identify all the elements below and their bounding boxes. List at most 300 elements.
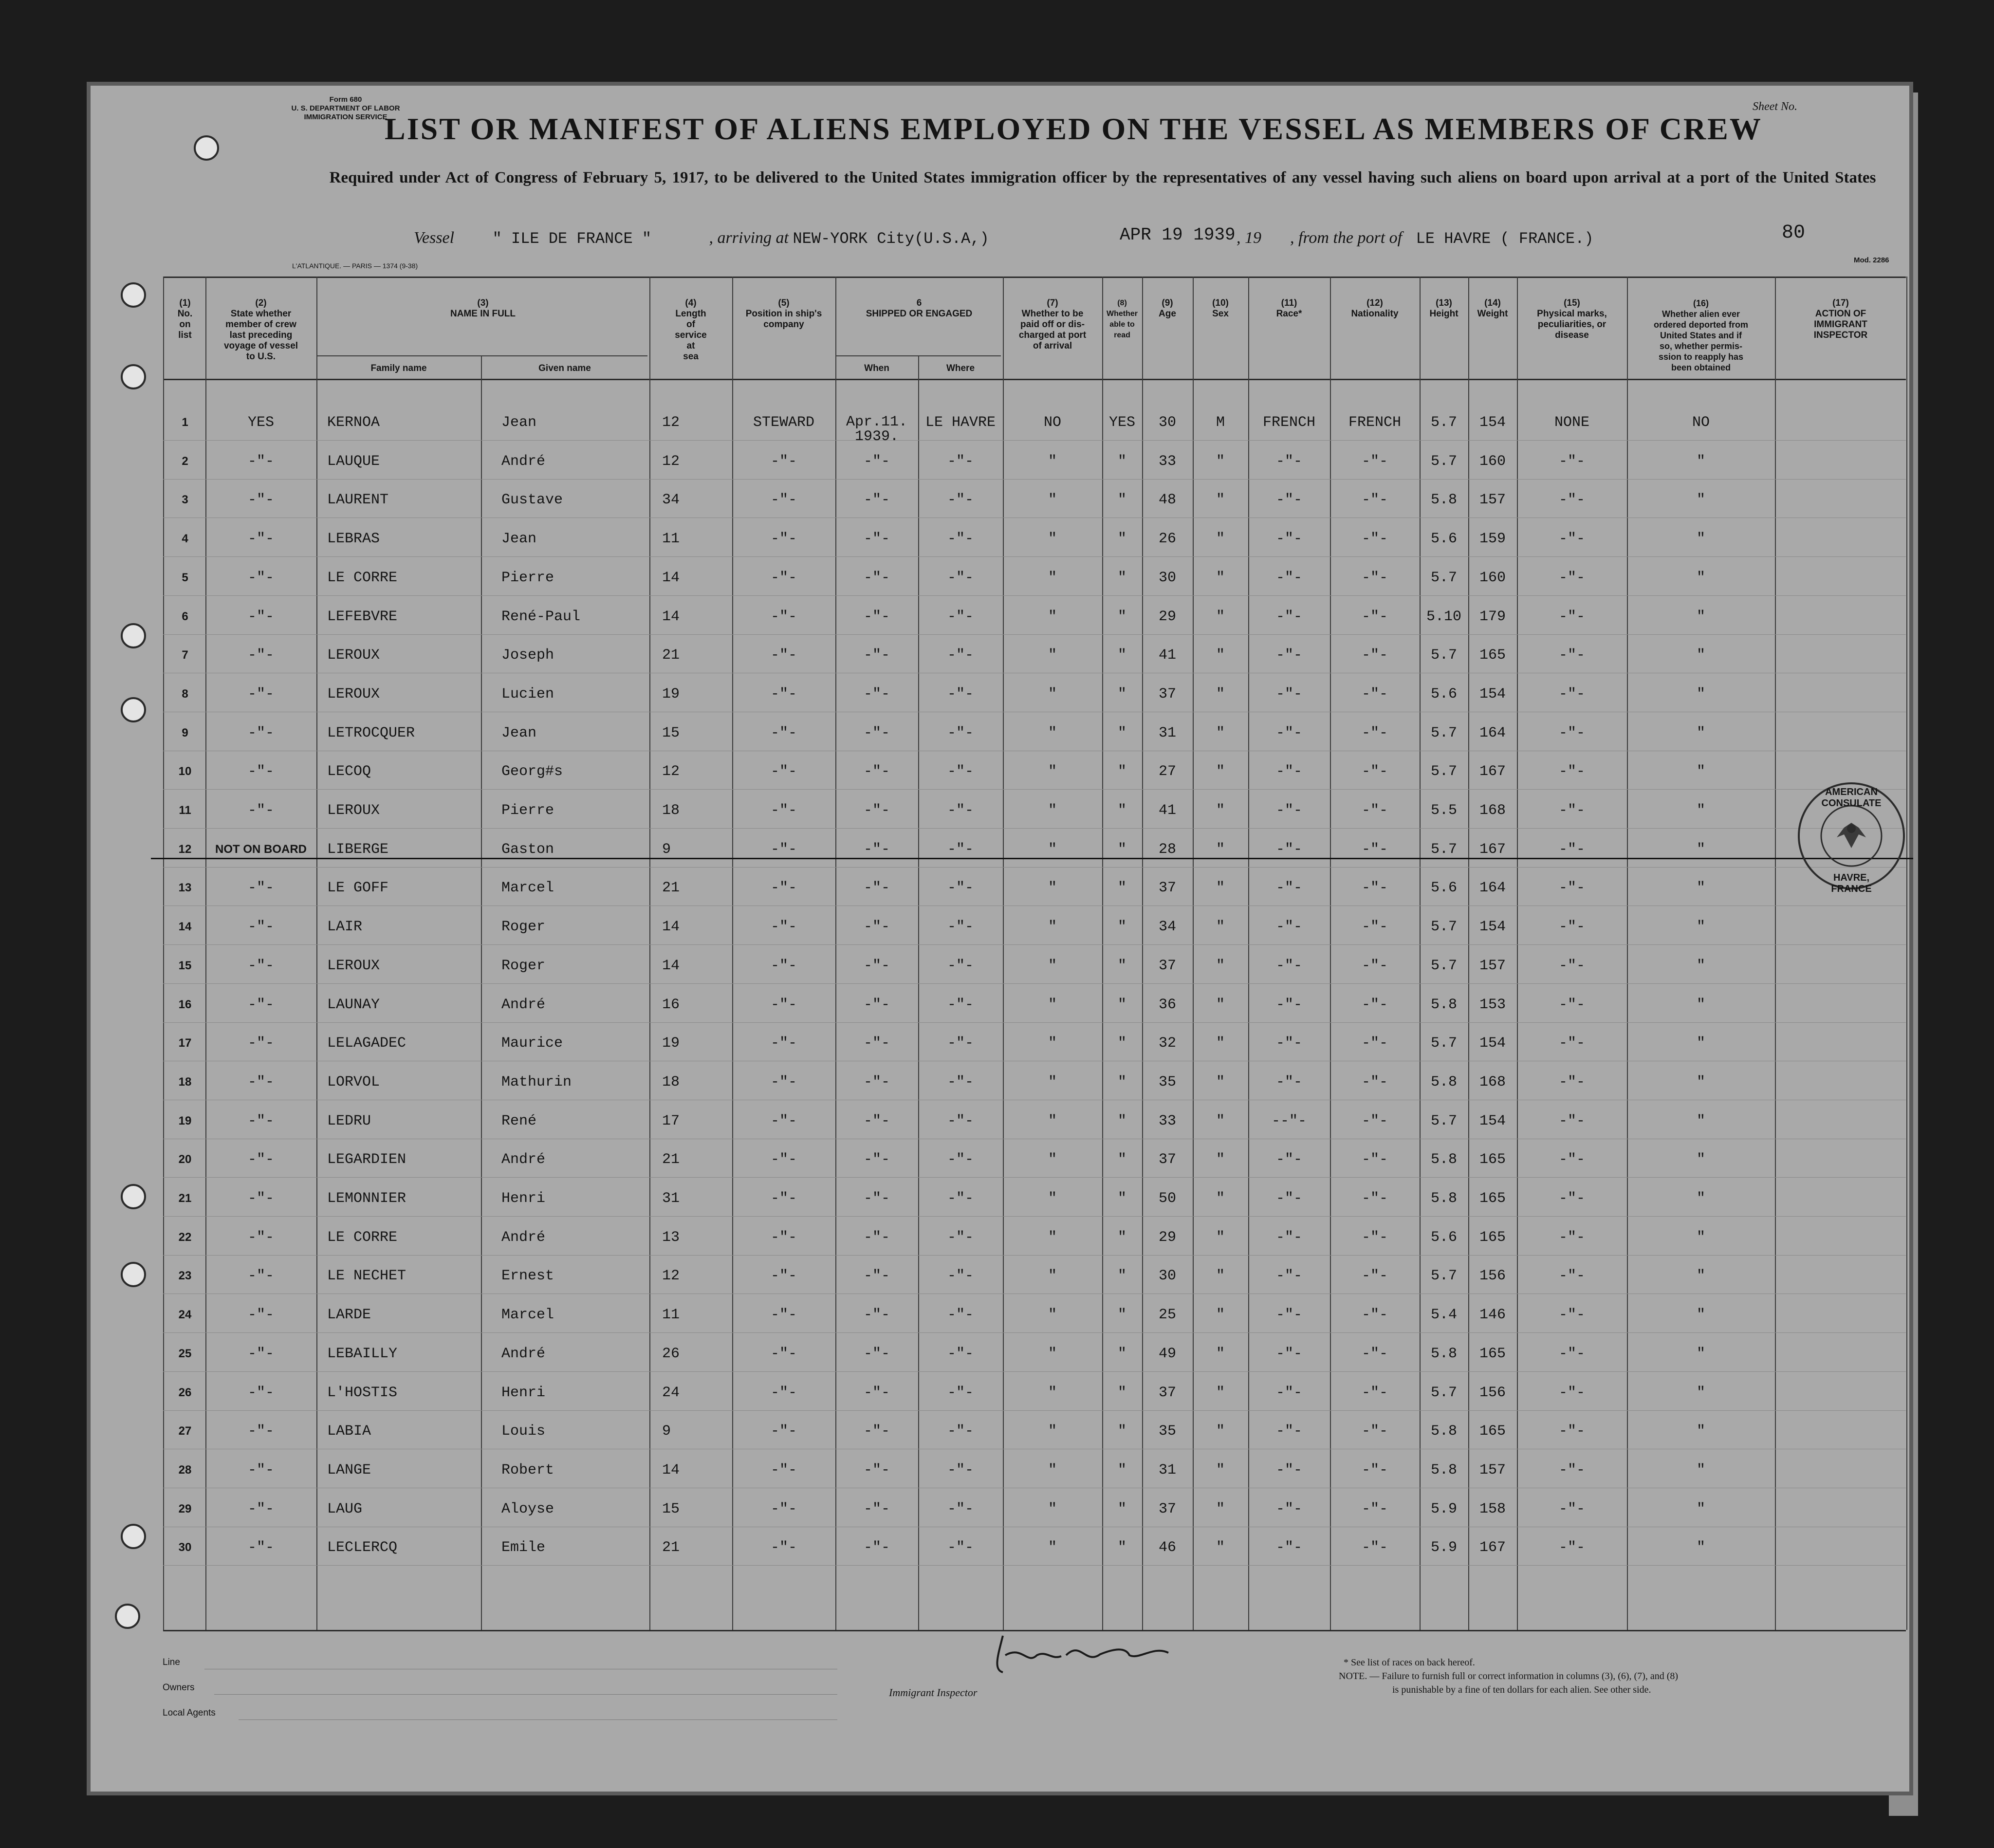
- nationality-cell: -"-: [1361, 725, 1388, 741]
- paid-off-cell: ": [1048, 1268, 1057, 1284]
- physical-marks-cell: NONE: [1554, 414, 1589, 431]
- paid-off-cell: ": [1048, 919, 1057, 935]
- shipped-where-cell: -"-: [947, 1385, 974, 1401]
- date-stamp: APR 19 1939: [1120, 225, 1236, 245]
- table-top-border: [163, 277, 1906, 278]
- weight-cell: 164: [1479, 880, 1506, 896]
- col-header-paid-off: (7) Whether to be paid off or dis- charged at port of arrival: [1018, 298, 1087, 351]
- given-name-cell: Pierre: [501, 802, 554, 819]
- height-cell: 5.7: [1430, 453, 1457, 470]
- shipped-when-cell: -"-: [863, 725, 890, 741]
- deported-cell: ": [1696, 492, 1705, 508]
- sex-cell: ": [1216, 570, 1225, 586]
- row-number: 8: [182, 687, 188, 701]
- position-cell: -"-: [770, 1501, 797, 1517]
- col-header-given-name: Given name: [538, 363, 591, 373]
- penalty-note-cont: is punishable by a fine of ten dollars for each alien. See other side.: [1392, 1684, 1651, 1695]
- family-name-cell: LABIA: [327, 1423, 371, 1440]
- punch-hole: [121, 1524, 146, 1549]
- sex-cell: ": [1216, 453, 1225, 470]
- nationality-cell: -"-: [1361, 686, 1388, 702]
- penalty-note: NOTE. — Failure to furnish full or correct information in columns (3), (6), (7), and (8): [1339, 1671, 1679, 1682]
- service-length-cell: 12: [662, 453, 680, 470]
- height-cell: 5.8: [1430, 997, 1457, 1013]
- deported-cell: ": [1696, 1307, 1705, 1323]
- weight-cell: 168: [1479, 802, 1506, 819]
- deported-cell: ": [1696, 1268, 1705, 1284]
- shipped-where-cell: -"-: [947, 802, 974, 819]
- paid-off-cell: ": [1048, 453, 1057, 470]
- previous-voyage-cell: -"-: [247, 1539, 274, 1556]
- height-cell: 5.8: [1430, 1462, 1457, 1478]
- col-header-weight: (14) Weight: [1477, 298, 1508, 319]
- row-rule: [163, 1565, 1906, 1566]
- physical-marks-cell: -"-: [1558, 1113, 1585, 1129]
- service-length-cell: 16: [662, 997, 680, 1013]
- nationality-cell: -"-: [1361, 1229, 1388, 1246]
- shipped-where-cell: -"-: [947, 1035, 974, 1052]
- able-to-read-cell: ": [1117, 880, 1126, 896]
- deported-cell: ": [1696, 1423, 1705, 1440]
- sex-cell: ": [1216, 1035, 1225, 1052]
- service-length-cell: 13: [662, 1229, 680, 1246]
- shipped-where-cell: LE HAVRE: [925, 414, 996, 431]
- age-cell: 32: [1158, 1035, 1176, 1052]
- nationality-cell: -"-: [1361, 841, 1388, 858]
- nationality-cell: -"-: [1361, 531, 1388, 547]
- able-to-read-cell: ": [1117, 1113, 1126, 1129]
- height-cell: 5.7: [1430, 958, 1457, 974]
- col-header-action: (17) ACTION OF IMMIGRANT INSPECTOR: [1813, 298, 1868, 340]
- height-cell: 5.7: [1430, 1268, 1457, 1284]
- family-name-cell: LE GOFF: [327, 880, 389, 896]
- family-name-cell: LEROUX: [327, 802, 380, 819]
- paid-off-cell: ": [1048, 1035, 1057, 1052]
- service-length-cell: 15: [662, 725, 680, 741]
- weight-cell: 165: [1479, 1423, 1506, 1440]
- physical-marks-cell: -"-: [1558, 453, 1585, 470]
- service-length-cell: 21: [662, 647, 680, 664]
- sex-cell: ": [1216, 1346, 1225, 1362]
- row-number: 19: [178, 1114, 192, 1127]
- nationality-cell: -"-: [1361, 919, 1388, 935]
- shipped-where-cell: -"-: [947, 1229, 974, 1246]
- previous-voyage-cell: -"-: [247, 763, 274, 780]
- weight-cell: 154: [1479, 686, 1506, 702]
- sex-cell: ": [1216, 1113, 1225, 1129]
- height-cell: 5.8: [1430, 1190, 1457, 1207]
- physical-marks-cell: -"-: [1558, 1462, 1585, 1478]
- shipped-where-cell: -"-: [947, 1307, 974, 1323]
- service-length-cell: 19: [662, 686, 680, 702]
- height-cell: 5.7: [1430, 1385, 1457, 1401]
- paid-off-cell: ": [1048, 1346, 1057, 1362]
- deported-cell: ": [1696, 1035, 1705, 1052]
- col-header-position: (5) Position in ship's company: [745, 298, 822, 330]
- family-name-cell: LEGARDIEN: [327, 1151, 406, 1168]
- able-to-read-cell: YES: [1108, 414, 1135, 431]
- deported-cell: ": [1696, 531, 1705, 547]
- weight-cell: 157: [1479, 492, 1506, 508]
- position-cell: -"-: [770, 1423, 797, 1440]
- paid-off-cell: ": [1048, 802, 1057, 819]
- physical-marks-cell: -"-: [1558, 1539, 1585, 1556]
- row-rule: [163, 828, 1906, 829]
- family-name-cell: LEBAILLY: [327, 1346, 398, 1362]
- row-rule: [163, 867, 1906, 868]
- age-cell: 31: [1158, 1462, 1176, 1478]
- row-number: 13: [178, 881, 192, 894]
- paid-off-cell: ": [1048, 841, 1057, 858]
- shipped-when-cell: -"-: [863, 958, 890, 974]
- service-length-cell: 12: [662, 414, 680, 431]
- weight-cell: 154: [1479, 1035, 1506, 1052]
- age-cell: 46: [1158, 1539, 1176, 1556]
- physical-marks-cell: -"-: [1558, 647, 1585, 664]
- able-to-read-cell: ": [1117, 1385, 1126, 1401]
- family-name-cell: LAURENT: [327, 492, 389, 508]
- height-cell: 5.6: [1430, 880, 1457, 896]
- physical-marks-cell: -"-: [1558, 1385, 1585, 1401]
- paid-off-cell: ": [1048, 570, 1057, 586]
- sheet-number-label: Sheet No.: [1753, 100, 1797, 113]
- position-cell: -"-: [770, 1151, 797, 1168]
- nationality-cell: -"-: [1361, 453, 1388, 470]
- age-cell: 37: [1158, 880, 1176, 896]
- shipped-when-cell: -"-: [863, 919, 890, 935]
- service-length-cell: 21: [662, 1151, 680, 1168]
- column-divider: [316, 277, 317, 1630]
- punch-hole: [121, 364, 146, 389]
- age-cell: 49: [1158, 1346, 1176, 1362]
- physical-marks-cell: -"-: [1558, 1423, 1585, 1440]
- nationality-cell: -"-: [1361, 1151, 1388, 1168]
- sex-cell: ": [1216, 919, 1225, 935]
- deported-cell: ": [1696, 1151, 1705, 1168]
- col-header-deported: (16) Whether alien ever ordered deported from United States and if so, whether permis- ssion to reapply has been obtained: [1653, 298, 1749, 372]
- race-cell: -"-: [1275, 958, 1302, 974]
- nationality-cell: -"-: [1361, 609, 1388, 625]
- row-number: 17: [178, 1036, 192, 1050]
- race-cell: -"-: [1275, 841, 1302, 858]
- weight-cell: 157: [1479, 958, 1506, 974]
- position-cell: -"-: [770, 686, 797, 702]
- service-length-cell: 14: [662, 919, 680, 935]
- page-title: LIST OR MANIFEST OF ALIENS EMPLOYED ON THE VESSEL AS MEMBERS OF CREW: [385, 111, 1762, 146]
- able-to-read-cell: ": [1117, 1151, 1126, 1168]
- shipped-where-cell: -"-: [947, 958, 974, 974]
- given-name-cell: Roger: [501, 958, 546, 974]
- family-name-cell: LANGE: [327, 1462, 371, 1478]
- col-header-age: (9) Age: [1159, 298, 1176, 319]
- age-cell: 30: [1158, 570, 1176, 586]
- nationality-cell: -"-: [1361, 1539, 1388, 1556]
- height-cell: 5.6: [1430, 531, 1457, 547]
- department-name: U. S. DEPARTMENT OF LABOR: [291, 104, 400, 112]
- height-cell: 5.7: [1430, 1035, 1457, 1052]
- paid-off-cell: ": [1048, 1229, 1057, 1246]
- age-cell: 33: [1158, 453, 1176, 470]
- previous-voyage-cell: -"-: [247, 725, 274, 741]
- deported-cell: ": [1696, 1113, 1705, 1129]
- weight-cell: 160: [1479, 453, 1506, 470]
- vessel-label: Vessel: [414, 229, 455, 247]
- sex-cell: ": [1216, 1385, 1225, 1401]
- able-to-read-cell: ": [1117, 725, 1126, 741]
- sex-cell: ": [1216, 1190, 1225, 1207]
- weight-cell: 146: [1479, 1307, 1506, 1323]
- weight-cell: 165: [1479, 1151, 1506, 1168]
- deported-cell: ": [1696, 1074, 1705, 1090]
- sex-cell: ": [1216, 725, 1225, 741]
- previous-voyage-cell: -"-: [247, 686, 274, 702]
- able-to-read-cell: ": [1117, 1423, 1126, 1440]
- position-cell: -"-: [770, 880, 797, 896]
- deported-cell: ": [1696, 725, 1705, 741]
- shipped-where-cell: -"-: [947, 997, 974, 1013]
- row-rule: [163, 595, 1906, 596]
- row-number: 3: [182, 493, 188, 506]
- shipped-where-cell: -"-: [947, 1074, 974, 1090]
- col-header-no: (1) No. on list: [177, 298, 193, 340]
- deported-cell: ": [1696, 1385, 1705, 1401]
- paid-off-cell: ": [1048, 1462, 1057, 1478]
- service-length-cell: 14: [662, 570, 680, 586]
- position-cell: -"-: [770, 763, 797, 780]
- position-cell: -"-: [770, 1346, 797, 1362]
- shipped-when-cell: -"-: [863, 997, 890, 1013]
- race-cell: -"-: [1275, 997, 1302, 1013]
- family-name-cell: KERNOA: [327, 414, 380, 431]
- weight-cell: 167: [1479, 841, 1506, 858]
- service-length-cell: 11: [662, 531, 680, 547]
- nationality-cell: -"-: [1361, 1113, 1388, 1129]
- age-cell: 36: [1158, 997, 1176, 1013]
- weight-cell: 156: [1479, 1385, 1506, 1401]
- vessel-name: " ILE DE FRANCE ": [492, 230, 652, 248]
- shipped-where-cell: -"-: [947, 725, 974, 741]
- age-cell: 35: [1158, 1074, 1176, 1090]
- shipped-where-cell: -"-: [947, 1190, 974, 1207]
- given-name-cell: René: [501, 1113, 537, 1129]
- paid-off-cell: ": [1048, 1190, 1057, 1207]
- column-divider: [481, 355, 482, 1630]
- age-cell: 26: [1158, 531, 1176, 547]
- col-header-read: (8) Whether able to read: [1107, 299, 1138, 339]
- row-number: 18: [178, 1075, 192, 1089]
- race-cell: -"-: [1275, 1190, 1302, 1207]
- able-to-read-cell: ": [1117, 763, 1126, 780]
- previous-voyage-cell: -"-: [247, 1268, 274, 1284]
- position-cell: -"-: [770, 725, 797, 741]
- service-length-cell: 14: [662, 609, 680, 625]
- race-cell: -"-: [1275, 570, 1302, 586]
- able-to-read-cell: ": [1117, 1346, 1126, 1362]
- weight-cell: 154: [1479, 1113, 1506, 1129]
- row-number: 20: [178, 1153, 192, 1166]
- weight-cell: 168: [1479, 1074, 1506, 1090]
- physical-marks-cell: -"-: [1558, 686, 1585, 702]
- race-cell: -"-: [1275, 453, 1302, 470]
- deported-cell: ": [1696, 958, 1705, 974]
- weight-cell: 157: [1479, 1462, 1506, 1478]
- row-number: 21: [178, 1192, 192, 1205]
- given-name-cell: Louis: [501, 1423, 546, 1440]
- agents-rule: [239, 1719, 837, 1720]
- row-rule: [163, 1022, 1906, 1023]
- height-cell: 5.8: [1430, 492, 1457, 508]
- age-cell: 33: [1158, 1113, 1176, 1129]
- service-length-cell: 34: [662, 492, 680, 508]
- family-name-cell: LEFEBVRE: [327, 609, 398, 625]
- column-divider: [649, 277, 650, 1630]
- able-to-read-cell: ": [1117, 997, 1126, 1013]
- nationality-cell: -"-: [1361, 1423, 1388, 1440]
- deported-cell: ": [1696, 570, 1705, 586]
- subtitle: Required under Act of Congress of February 5, 1917, to be delivered to the United States immigration officer by the representatives of any vessel having such aliens on board upon arrival at a port of the United States: [329, 169, 1876, 186]
- given-name-cell: Marcel: [501, 1307, 554, 1323]
- position-cell: -"-: [770, 958, 797, 974]
- given-name-cell: Pierre: [501, 570, 554, 586]
- row-number: 24: [178, 1308, 192, 1321]
- shipped-when-cell: -"-: [863, 492, 890, 508]
- paid-off-cell: ": [1048, 1423, 1057, 1440]
- family-name-cell: LARDE: [327, 1307, 371, 1323]
- position-cell: -"-: [770, 997, 797, 1013]
- shipped-when-cell: -"-: [863, 1113, 890, 1129]
- position-cell: STEWARD: [753, 414, 815, 431]
- shipped-when-cell: -"-: [863, 531, 890, 547]
- paid-off-cell: ": [1048, 725, 1057, 741]
- race-cell: -"-: [1275, 1268, 1302, 1284]
- family-name-cell: LEROUX: [327, 686, 380, 702]
- given-name-cell: André: [501, 1346, 546, 1362]
- race-cell: -"-: [1275, 802, 1302, 819]
- age-cell: 31: [1158, 725, 1176, 741]
- sex-cell: ": [1216, 880, 1225, 896]
- family-name-cell: LAUNAY: [327, 997, 380, 1013]
- given-name-cell: René-Paul: [501, 609, 581, 625]
- given-name-cell: Ernest: [501, 1268, 554, 1284]
- col-header-shipped: 6 SHIPPED OR ENGAGED: [866, 298, 973, 319]
- shipped-when-cell: -"-: [863, 1501, 890, 1517]
- race-cell: -"-: [1275, 725, 1302, 741]
- punch-hole: [121, 1184, 146, 1209]
- row-number: 16: [178, 998, 192, 1011]
- previous-voyage-cell: -"-: [247, 453, 274, 470]
- able-to-read-cell: ": [1117, 1268, 1126, 1284]
- given-name-cell: André: [501, 997, 546, 1013]
- previous-voyage-cell: -"-: [247, 1423, 274, 1440]
- age-cell: 41: [1158, 802, 1176, 819]
- able-to-read-cell: ": [1117, 453, 1126, 470]
- header-bottom-border: [163, 379, 1906, 380]
- from-port-line: [1290, 229, 1594, 248]
- nationality-cell: -"-: [1361, 647, 1388, 664]
- race-cell: -"-: [1275, 1539, 1302, 1556]
- position-cell: -"-: [770, 1190, 797, 1207]
- given-name-cell: Emile: [501, 1539, 546, 1556]
- service-length-cell: 9: [662, 1423, 671, 1440]
- physical-marks-cell: -"-: [1558, 609, 1585, 625]
- row-rule: [163, 1216, 1906, 1217]
- stamp-text: AMERICAN CONSULATE: [1821, 787, 1882, 809]
- col-header-physical-marks: (15) Physical marks, peculiarities, or disease: [1537, 298, 1607, 340]
- shipped-where-cell: -"-: [947, 453, 974, 470]
- owners-rule: [214, 1694, 837, 1695]
- shipped-where-cell: -"-: [947, 1151, 974, 1168]
- weight-cell: 167: [1479, 1539, 1506, 1556]
- given-name-cell: Georg#s: [501, 763, 563, 780]
- arriving-port: NEW-YORK City(U.S.A,): [793, 230, 989, 248]
- row-rule: [163, 1410, 1906, 1411]
- family-name-cell: LEROUX: [327, 958, 380, 974]
- given-name-cell: André: [501, 1229, 546, 1246]
- physical-marks-cell: -"-: [1558, 1229, 1585, 1246]
- page-number: 80: [1782, 222, 1806, 244]
- shipped-when-cell: -"-: [863, 453, 890, 470]
- position-cell: -"-: [770, 492, 797, 508]
- shipped-when-cell: -"-: [863, 1307, 890, 1323]
- shipped-when-cell: -"-: [863, 1268, 890, 1284]
- shipped-where-cell: -"-: [947, 1423, 974, 1440]
- nationality-cell: -"-: [1361, 570, 1388, 586]
- paid-off-cell: ": [1048, 880, 1057, 896]
- able-to-read-cell: ": [1117, 1229, 1126, 1246]
- service-length-cell: 12: [662, 1268, 680, 1284]
- sex-cell: ": [1216, 647, 1225, 664]
- row-rule: [163, 634, 1906, 635]
- shipped-when-cell: -"-: [863, 1190, 890, 1207]
- given-name-cell: Henri: [501, 1385, 546, 1401]
- previous-voyage-cell: -"-: [247, 919, 274, 935]
- family-name-cell: LECOQ: [327, 763, 371, 780]
- shipped-where-cell: -"-: [947, 531, 974, 547]
- punch-hole: [121, 282, 146, 308]
- row-12-strikethrough: [151, 858, 1913, 859]
- shipped-when-cell: -"-: [863, 802, 890, 819]
- paid-off-cell: ": [1048, 1113, 1057, 1129]
- shipped-when-cell: -"-: [863, 1035, 890, 1052]
- row-rule: [163, 479, 1906, 480]
- weight-cell: 154: [1479, 919, 1506, 935]
- deported-cell: ": [1696, 1190, 1705, 1207]
- shipped-when-cell: -"-: [863, 841, 890, 858]
- age-cell: 37: [1158, 1385, 1176, 1401]
- deported-cell: ": [1696, 997, 1705, 1013]
- given-name-cell: Jean: [501, 725, 537, 741]
- given-name-cell: Maurice: [501, 1035, 563, 1052]
- previous-voyage-cell: -"-: [247, 1385, 274, 1401]
- family-name-cell: LEBRAS: [327, 531, 380, 547]
- height-cell: 5.6: [1430, 686, 1457, 702]
- shipped-where-cell: -"-: [947, 647, 974, 664]
- position-cell: -"-: [770, 1307, 797, 1323]
- deported-cell: ": [1696, 1501, 1705, 1517]
- nationality-cell: -"-: [1361, 1462, 1388, 1478]
- service-length-cell: 19: [662, 1035, 680, 1052]
- nationality-cell: -"-: [1361, 1268, 1388, 1284]
- physical-marks-cell: -"-: [1558, 841, 1585, 858]
- nationality-cell: -"-: [1361, 1501, 1388, 1517]
- model-number: Mod. 2286: [1854, 256, 1889, 264]
- age-cell: 27: [1158, 763, 1176, 780]
- able-to-read-cell: ": [1117, 492, 1126, 508]
- height-cell: 5.7: [1430, 841, 1457, 858]
- age-cell: 30: [1158, 414, 1176, 431]
- punch-hole: [115, 1604, 140, 1629]
- position-cell: -"-: [770, 1113, 797, 1129]
